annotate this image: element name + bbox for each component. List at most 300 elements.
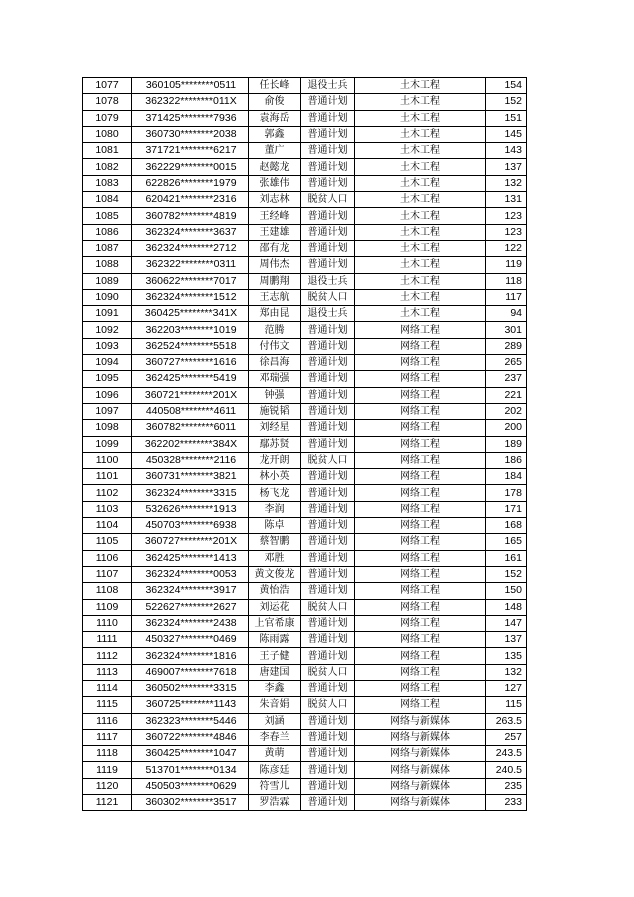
- serial-number-cell: 1077: [83, 78, 132, 94]
- plan-type-cell: 普通计划: [301, 778, 355, 794]
- score-cell: 135: [486, 648, 527, 664]
- id-number-cell: 360782********6011: [132, 420, 249, 436]
- score-cell: 118: [486, 273, 527, 289]
- plan-type-cell: 普通计划: [301, 632, 355, 648]
- id-number-cell: 360105********0511: [132, 78, 249, 94]
- table-row: [83, 664, 527, 680]
- table-row: [83, 648, 527, 664]
- id-number-cell: 371721********6217: [132, 143, 249, 159]
- serial-number-cell: 1084: [83, 192, 132, 208]
- major-cell: 土木工程: [355, 289, 486, 305]
- score-cell: 147: [486, 615, 527, 631]
- table-row: [83, 159, 527, 175]
- score-cell: 117: [486, 289, 527, 305]
- name-cell: 李润: [249, 501, 301, 517]
- name-cell: 黄怡浩: [249, 583, 301, 599]
- score-cell: 186: [486, 452, 527, 468]
- id-number-cell: 362425********5419: [132, 371, 249, 387]
- plan-type-cell: 普通计划: [301, 615, 355, 631]
- score-cell: 301: [486, 322, 527, 338]
- score-cell: 119: [486, 257, 527, 273]
- id-number-cell: 362324********1816: [132, 648, 249, 664]
- major-cell: 网络工程: [355, 355, 486, 371]
- score-cell: 200: [486, 420, 527, 436]
- major-cell: 网络与新媒体: [355, 713, 486, 729]
- name-cell: 邓胜: [249, 550, 301, 566]
- plan-type-cell: 普通计划: [301, 795, 355, 811]
- plan-type-cell: 普通计划: [301, 762, 355, 778]
- score-cell: 235: [486, 778, 527, 794]
- plan-type-cell: 普通计划: [301, 501, 355, 517]
- name-cell: 黄文俊龙: [249, 566, 301, 582]
- major-cell: 网络工程: [355, 322, 486, 338]
- name-cell: 鄢苏贤: [249, 436, 301, 452]
- name-cell: 王建雄: [249, 224, 301, 240]
- table-row: [83, 778, 527, 794]
- serial-number-cell: 1111: [83, 632, 132, 648]
- id-number-cell: 360502********3315: [132, 680, 249, 696]
- score-cell: 115: [486, 697, 527, 713]
- serial-number-cell: 1120: [83, 778, 132, 794]
- serial-number-cell: 1079: [83, 110, 132, 126]
- name-cell: 周鹏翔: [249, 273, 301, 289]
- table-row: [83, 550, 527, 566]
- serial-number-cell: 1101: [83, 469, 132, 485]
- id-number-cell: 371425********7936: [132, 110, 249, 126]
- score-cell: 237: [486, 371, 527, 387]
- major-cell: 网络工程: [355, 534, 486, 550]
- major-cell: 土木工程: [355, 110, 486, 126]
- serial-number-cell: 1102: [83, 485, 132, 501]
- plan-type-cell: 脱贫人口: [301, 452, 355, 468]
- major-cell: 网络工程: [355, 664, 486, 680]
- serial-number-cell: 1088: [83, 257, 132, 273]
- name-cell: 赵懿龙: [249, 159, 301, 175]
- serial-number-cell: 1115: [83, 697, 132, 713]
- major-cell: 网络与新媒体: [355, 729, 486, 745]
- serial-number-cell: 1119: [83, 762, 132, 778]
- serial-number-cell: 1100: [83, 452, 132, 468]
- id-number-cell: 522627********2627: [132, 599, 249, 615]
- table-row: [83, 78, 527, 94]
- plan-type-cell: 普通计划: [301, 420, 355, 436]
- name-cell: 郑由昆: [249, 306, 301, 322]
- table-row: [83, 257, 527, 273]
- score-cell: 143: [486, 143, 527, 159]
- major-cell: 土木工程: [355, 240, 486, 256]
- plan-type-cell: 普通计划: [301, 648, 355, 664]
- table-row: [83, 697, 527, 713]
- table-row: [83, 94, 527, 110]
- name-cell: 陈雨露: [249, 632, 301, 648]
- plan-type-cell: 普通计划: [301, 224, 355, 240]
- major-cell: 网络工程: [355, 632, 486, 648]
- id-number-cell: 362229********0015: [132, 159, 249, 175]
- major-cell: 土木工程: [355, 175, 486, 191]
- table-row: [83, 713, 527, 729]
- table-row: [83, 436, 527, 452]
- serial-number-cell: 1090: [83, 289, 132, 305]
- table-row: [83, 208, 527, 224]
- table-row: [83, 420, 527, 436]
- score-cell: 257: [486, 729, 527, 745]
- name-cell: 邵有龙: [249, 240, 301, 256]
- plan-type-cell: 普通计划: [301, 469, 355, 485]
- name-cell: 罗浩霖: [249, 795, 301, 811]
- major-cell: 网络工程: [355, 550, 486, 566]
- id-number-cell: 469007********7618: [132, 664, 249, 680]
- id-number-cell: 360722********4846: [132, 729, 249, 745]
- score-cell: 189: [486, 436, 527, 452]
- table-row: [83, 680, 527, 696]
- serial-number-cell: 1097: [83, 403, 132, 419]
- serial-number-cell: 1108: [83, 583, 132, 599]
- name-cell: 符雪儿: [249, 778, 301, 794]
- plan-type-cell: 普通计划: [301, 94, 355, 110]
- major-cell: 网络工程: [355, 485, 486, 501]
- table-row: [83, 289, 527, 305]
- id-number-cell: 450503********0629: [132, 778, 249, 794]
- major-cell: 网络与新媒体: [355, 778, 486, 794]
- major-cell: 网络工程: [355, 338, 486, 354]
- table-row: [83, 599, 527, 615]
- major-cell: 土木工程: [355, 306, 486, 322]
- table-row: [83, 583, 527, 599]
- name-cell: 张雄伟: [249, 175, 301, 191]
- id-number-cell: 362524********5518: [132, 338, 249, 354]
- score-cell: 123: [486, 208, 527, 224]
- serial-number-cell: 1107: [83, 566, 132, 582]
- score-cell: 168: [486, 518, 527, 534]
- name-cell: 董广: [249, 143, 301, 159]
- id-number-cell: 620421********2316: [132, 192, 249, 208]
- id-number-cell: 362324********2438: [132, 615, 249, 631]
- major-cell: 网络工程: [355, 452, 486, 468]
- plan-type-cell: 普通计划: [301, 175, 355, 191]
- plan-type-cell: 普通计划: [301, 550, 355, 566]
- score-cell: 265: [486, 355, 527, 371]
- score-cell: 171: [486, 501, 527, 517]
- name-cell: 李鑫: [249, 680, 301, 696]
- serial-number-cell: 1096: [83, 387, 132, 403]
- major-cell: 网络工程: [355, 583, 486, 599]
- id-number-cell: 360425********341X: [132, 306, 249, 322]
- serial-number-cell: 1116: [83, 713, 132, 729]
- score-cell: 233: [486, 795, 527, 811]
- serial-number-cell: 1098: [83, 420, 132, 436]
- plan-type-cell: 普通计划: [301, 403, 355, 419]
- name-cell: 王志航: [249, 289, 301, 305]
- plan-type-cell: 普通计划: [301, 143, 355, 159]
- serial-number-cell: 1080: [83, 126, 132, 142]
- table-row: [83, 518, 527, 534]
- table-row: [83, 273, 527, 289]
- plan-type-cell: 脱贫人口: [301, 697, 355, 713]
- score-cell: 184: [486, 469, 527, 485]
- score-cell: 122: [486, 240, 527, 256]
- serial-number-cell: 1113: [83, 664, 132, 680]
- plan-type-cell: 脱贫人口: [301, 289, 355, 305]
- score-cell: 202: [486, 403, 527, 419]
- major-cell: 土木工程: [355, 273, 486, 289]
- plan-type-cell: 普通计划: [301, 110, 355, 126]
- table-row: [83, 192, 527, 208]
- table-row: [83, 240, 527, 256]
- major-cell: 网络工程: [355, 680, 486, 696]
- id-number-cell: 362425********1413: [132, 550, 249, 566]
- major-cell: 土木工程: [355, 257, 486, 273]
- serial-number-cell: 1105: [83, 534, 132, 550]
- score-cell: 94: [486, 306, 527, 322]
- serial-number-cell: 1118: [83, 746, 132, 762]
- id-number-cell: 360727********201X: [132, 534, 249, 550]
- plan-type-cell: 普通计划: [301, 436, 355, 452]
- name-cell: 杨飞龙: [249, 485, 301, 501]
- major-cell: 网络工程: [355, 566, 486, 582]
- plan-type-cell: 普通计划: [301, 338, 355, 354]
- major-cell: 网络工程: [355, 469, 486, 485]
- table-row: [83, 387, 527, 403]
- serial-number-cell: 1106: [83, 550, 132, 566]
- plan-type-cell: 普通计划: [301, 355, 355, 371]
- serial-number-cell: 1117: [83, 729, 132, 745]
- score-cell: 132: [486, 175, 527, 191]
- serial-number-cell: 1099: [83, 436, 132, 452]
- plan-type-cell: 普通计划: [301, 534, 355, 550]
- score-cell: 165: [486, 534, 527, 550]
- major-cell: 网络工程: [355, 501, 486, 517]
- score-cell: 127: [486, 680, 527, 696]
- serial-number-cell: 1081: [83, 143, 132, 159]
- serial-number-cell: 1104: [83, 518, 132, 534]
- score-cell: 154: [486, 78, 527, 94]
- id-number-cell: 360721********201X: [132, 387, 249, 403]
- id-number-cell: 362324********2712: [132, 240, 249, 256]
- serial-number-cell: 1094: [83, 355, 132, 371]
- id-number-cell: 622826********1979: [132, 175, 249, 191]
- major-cell: 土木工程: [355, 126, 486, 142]
- major-cell: 网络与新媒体: [355, 762, 486, 778]
- id-number-cell: 362202********384X: [132, 436, 249, 452]
- table-row: [83, 110, 527, 126]
- id-number-cell: 362324********1512: [132, 289, 249, 305]
- major-cell: 网络与新媒体: [355, 795, 486, 811]
- plan-type-cell: 普通计划: [301, 126, 355, 142]
- id-number-cell: 360725********1143: [132, 697, 249, 713]
- score-cell: 178: [486, 485, 527, 501]
- score-cell: 221: [486, 387, 527, 403]
- major-cell: 土木工程: [355, 159, 486, 175]
- table-row: [83, 126, 527, 142]
- name-cell: 李春兰: [249, 729, 301, 745]
- id-number-cell: 513701********0134: [132, 762, 249, 778]
- table-row: [83, 355, 527, 371]
- plan-type-cell: 普通计划: [301, 387, 355, 403]
- table-row: [83, 403, 527, 419]
- plan-type-cell: 脱贫人口: [301, 664, 355, 680]
- id-number-cell: 360782********4819: [132, 208, 249, 224]
- table-row: [83, 795, 527, 811]
- major-cell: 土木工程: [355, 192, 486, 208]
- id-number-cell: 362203********1019: [132, 322, 249, 338]
- name-cell: 徐昌海: [249, 355, 301, 371]
- table-row: [83, 501, 527, 517]
- serial-number-cell: 1087: [83, 240, 132, 256]
- name-cell: 王经峰: [249, 208, 301, 224]
- table-row: [83, 175, 527, 191]
- name-cell: 施锐韬: [249, 403, 301, 419]
- table-row: [83, 615, 527, 631]
- serial-number-cell: 1093: [83, 338, 132, 354]
- score-cell: 152: [486, 94, 527, 110]
- name-cell: 俞俊: [249, 94, 301, 110]
- plan-type-cell: 普通计划: [301, 240, 355, 256]
- serial-number-cell: 1114: [83, 680, 132, 696]
- table-row: [83, 534, 527, 550]
- id-number-cell: 450328********2116: [132, 452, 249, 468]
- table-row: [83, 746, 527, 762]
- name-cell: 唐建国: [249, 664, 301, 680]
- major-cell: 土木工程: [355, 224, 486, 240]
- name-cell: 林小英: [249, 469, 301, 485]
- table-row: [83, 143, 527, 159]
- major-cell: 土木工程: [355, 143, 486, 159]
- name-cell: 郭鑫: [249, 126, 301, 142]
- plan-type-cell: 普通计划: [301, 680, 355, 696]
- plan-type-cell: 普通计划: [301, 322, 355, 338]
- id-number-cell: 440508********4611: [132, 403, 249, 419]
- plan-type-cell: 普通计划: [301, 583, 355, 599]
- name-cell: 邓瑞强: [249, 371, 301, 387]
- name-cell: 蔡智鹏: [249, 534, 301, 550]
- name-cell: 钟强: [249, 387, 301, 403]
- major-cell: 土木工程: [355, 78, 486, 94]
- major-cell: 网络工程: [355, 371, 486, 387]
- serial-number-cell: 1103: [83, 501, 132, 517]
- score-cell: 243.5: [486, 746, 527, 762]
- id-number-cell: 362323********5446: [132, 713, 249, 729]
- score-cell: 161: [486, 550, 527, 566]
- name-cell: 袁海岳: [249, 110, 301, 126]
- name-cell: 上官希康: [249, 615, 301, 631]
- score-cell: 151: [486, 110, 527, 126]
- name-cell: 刘涵: [249, 713, 301, 729]
- serial-number-cell: 1095: [83, 371, 132, 387]
- score-cell: 289: [486, 338, 527, 354]
- plan-type-cell: 退役士兵: [301, 78, 355, 94]
- major-cell: 网络与新媒体: [355, 746, 486, 762]
- id-number-cell: 360730********2038: [132, 126, 249, 142]
- serial-number-cell: 1085: [83, 208, 132, 224]
- table-row: [83, 306, 527, 322]
- score-cell: 240.5: [486, 762, 527, 778]
- table-row: [83, 224, 527, 240]
- plan-type-cell: 脱贫人口: [301, 192, 355, 208]
- id-number-cell: 532626********1913: [132, 501, 249, 517]
- major-cell: 网络工程: [355, 436, 486, 452]
- name-cell: 龙开朗: [249, 452, 301, 468]
- id-number-cell: 360727********1616: [132, 355, 249, 371]
- id-number-cell: 362322********011X: [132, 94, 249, 110]
- id-number-cell: 360731********3821: [132, 469, 249, 485]
- plan-type-cell: 普通计划: [301, 257, 355, 273]
- score-cell: 131: [486, 192, 527, 208]
- id-number-cell: 362324********0053: [132, 566, 249, 582]
- id-number-cell: 450327********0469: [132, 632, 249, 648]
- major-cell: 土木工程: [355, 208, 486, 224]
- score-cell: 123: [486, 224, 527, 240]
- plan-type-cell: 普通计划: [301, 729, 355, 745]
- table-body: [83, 78, 527, 811]
- id-number-cell: 362324********3917: [132, 583, 249, 599]
- table-row: [83, 452, 527, 468]
- id-number-cell: 450703********6938: [132, 518, 249, 534]
- major-cell: 网络工程: [355, 599, 486, 615]
- plan-type-cell: 普通计划: [301, 746, 355, 762]
- serial-number-cell: 1109: [83, 599, 132, 615]
- id-number-cell: 362322********0311: [132, 257, 249, 273]
- major-cell: 网络工程: [355, 403, 486, 419]
- plan-type-cell: 普通计划: [301, 371, 355, 387]
- plan-type-cell: 普通计划: [301, 485, 355, 501]
- table-row: [83, 632, 527, 648]
- major-cell: 网络工程: [355, 518, 486, 534]
- score-cell: 263.5: [486, 713, 527, 729]
- score-cell: 150: [486, 583, 527, 599]
- name-cell: 陈彦廷: [249, 762, 301, 778]
- score-cell: 145: [486, 126, 527, 142]
- name-cell: 付伟文: [249, 338, 301, 354]
- name-cell: 刘志林: [249, 192, 301, 208]
- name-cell: 王子健: [249, 648, 301, 664]
- name-cell: 范腾: [249, 322, 301, 338]
- table-row: [83, 371, 527, 387]
- major-cell: 土木工程: [355, 94, 486, 110]
- serial-number-cell: 1121: [83, 795, 132, 811]
- plan-type-cell: 普通计划: [301, 518, 355, 534]
- serial-number-cell: 1082: [83, 159, 132, 175]
- id-number-cell: 362324********3637: [132, 224, 249, 240]
- id-number-cell: 360622********7017: [132, 273, 249, 289]
- serial-number-cell: 1083: [83, 175, 132, 191]
- score-cell: 137: [486, 632, 527, 648]
- serial-number-cell: 1110: [83, 615, 132, 631]
- major-cell: 网络工程: [355, 420, 486, 436]
- table-row: [83, 485, 527, 501]
- plan-type-cell: 脱贫人口: [301, 599, 355, 615]
- score-cell: 148: [486, 599, 527, 615]
- major-cell: 网络工程: [355, 697, 486, 713]
- name-cell: 朱音娟: [249, 697, 301, 713]
- table-row: [83, 566, 527, 582]
- plan-type-cell: 普通计划: [301, 566, 355, 582]
- serial-number-cell: 1112: [83, 648, 132, 664]
- serial-number-cell: 1078: [83, 94, 132, 110]
- major-cell: 网络工程: [355, 387, 486, 403]
- serial-number-cell: 1091: [83, 306, 132, 322]
- plan-type-cell: 退役士兵: [301, 306, 355, 322]
- table-row: [83, 469, 527, 485]
- table-row: [83, 762, 527, 778]
- plan-type-cell: 普通计划: [301, 713, 355, 729]
- table-row: [83, 322, 527, 338]
- serial-number-cell: 1086: [83, 224, 132, 240]
- plan-type-cell: 普通计划: [301, 159, 355, 175]
- score-cell: 152: [486, 566, 527, 582]
- name-cell: 刘经星: [249, 420, 301, 436]
- name-cell: 黄萌: [249, 746, 301, 762]
- table-row: [83, 338, 527, 354]
